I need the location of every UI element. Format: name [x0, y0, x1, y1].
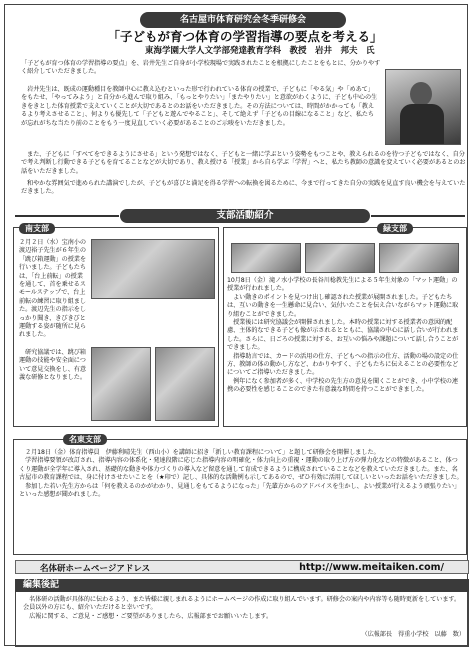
green-branch-text: 10月8日（金）滝ノ水小学校の長谷川稔教先生による５年生対象の「マット運動」の授業が行われました。 よい動きのポイントを見つけ出し確認された授業が展開されました。子どもたちは、互いの動きを一生懸命に見合い、気付いたことを伝え合いながらマット運動に取り組むことができました。 授業後には研究協議会が開催されました。本時の授業に対する授業者の意図的配慮、主体的なできる子ども像が示されるとともに、協議の中心に話し合いが行われました。さらに、日ごろの授業に対する、お互いの悩みや課題について話し合うことができました。 指導助言では、カードの活用の仕方、子どもへの指示の仕方、活動の場の設定の仕方、教師の体の動かし方など、わかりやすく、子どもたちに伝えることの必要性などについてご指導いただきました。 例年になく参加者が多く、中学校の先生方の意見を聞くことができ、小中学校の連携の必要性を感じることのできた有意義な時間を持つことができました。 — [227, 277, 459, 394]
speaker-head — [410, 82, 432, 106]
south-photo-3 — [155, 347, 215, 421]
south-photo-1 — [91, 239, 215, 299]
south-branch-text: ２月２日（水）宝南小の渡辺裕子先生が６年生の「跳び箱運動」の授業を行いました。子どもたちは、「台上前転」の授業を通して、首を乗せるスモールステップで、台上前転の練習に取り組ました。渡辺先生の指示をしっかり聞き、きびきびと運動する姿が随所に見られました。 — [19, 239, 86, 339]
banner-rule-left — [15, 215, 119, 217]
homepage-label: 名体研ホームページアドレス — [40, 564, 151, 574]
speaker-line: 東海学園大学人文学部発達教育学科 教授 岩井 邦夫 氏 — [145, 46, 375, 56]
green-photo-1 — [231, 243, 301, 273]
editor-note-text: 名体研の活動が具体的に伝わるよう、また皆様に親しまれるようにホームページの作成に取り組んでいます。研修会の案内や内容等も随時更新をしています。会員以外の方にも、紹介いただけると幸いです。 広報に関する、ご意見・ご感想・ご要望がありましたら、広報部までお願いいたします。 — [23, 596, 461, 620]
speaker-body — [400, 104, 444, 144]
editor-signature: （広報部長 得重小学校 以藤 数） — [361, 631, 465, 638]
south-branch-tag: 南支部 — [19, 223, 55, 234]
green-photo-3 — [379, 243, 459, 273]
lecture-paragraph-3: また、子どもに「すべてをできるようにさせる」という発想ではなく、子どもと一緒に学ぶという姿勢をもつことや、教えられるのを待つ子どもではなく、自分で考え判断し行動できる子どもを育てることなどが大切であり、教え授ける「授業」から自ら学ぶ「学習」へと、私たち教師の意識を変えていく必要があるとのお話をいただきました。 — [21, 151, 466, 175]
south-branch-text-2: 研究協議では、跳び箱運動の技能や安全面について意見交換をし、有意義な研修となりました。 — [19, 349, 86, 382]
newsletter-page — [4, 4, 468, 646]
green-branch-tag: 緑支部 — [377, 223, 413, 234]
lecture-title: 「子どもが育つ体育の学習指導の要点を考える」 — [107, 29, 383, 44]
homepage-link[interactable]: http://www.meitaiken.com/ — [299, 562, 444, 573]
lecture-paragraph-1: 「子どもが育つ体育の学習指導の要点」を、岩井先生ご自身が小学校現場で実践されたことを根拠にしたことをもとに、分かりやすく紹介していただきました。 — [21, 60, 381, 76]
editor-note-heading: 編集後記 — [15, 579, 469, 592]
green-photo-2 — [305, 243, 375, 273]
meito-branch-tag: 名東支部 — [63, 434, 107, 445]
banner-rule-right — [371, 215, 465, 217]
lecture-paragraph-2: 岩井先生は、既成の運動種目を教師中心に教え込むといった形で行われている体育の授業で、子どもに「やる気」や「めあて」をもたせ、「やってみよう」と自分から進んで取り組み、「もっとやりたい」「またやりたい」と意欲がわくように、子ども中心の生きをきとした体育授業で支えていくことが大切であるとのお話をいただきました。その方法については、時間がかかっても「教えるより考えさせること」、何よりも優先して「子どもと遊んでやること」、そして絶えず「子どもの目線になること」など、私たちが忘れがちな当たり前のことをもう一度見直していく必要があることのご示唆をいただきました。 — [21, 86, 378, 127]
meito-branch-text: ２月18日（金）体育指導員 伊藤利晴先生（西山小）を講師に招き「新しい教育課程について」と題して研修会を開催しました。 学習指導要領が改訂され、指導内容の体系化・発達段階に応じた指導内容の明確化・体力向上の重視・運動の取り上げ方の弾力化などの特徴があること、体つくり運動が全学年に導入され、基礎的な動きや体力づくりの導入など留意を通して育成できるように構成されていることなどを教えていただきました。また、名古屋市の教育課程では、身に付けさせたいことを（★印で）記し、具体的な活動例も示してあるので、ぜひ有効に活用してほしいといったお話をいただきました。 参加した若い先生方からは「何を教えるのかがわかり、見通しをもてるようになった」「先輩方からのアドバイスを生かし、よい授業が行えるよう頑張りたい」といった感想が聞かれました。 — [19, 449, 463, 499]
section-banner: 支部活動紹介 — [120, 209, 370, 223]
event-label: 名古屋市体育研究会冬季研修会 — [140, 12, 346, 28]
lecture-paragraph-4: 和やかな雰囲気で進められた講演でしたが、子どもが喜びと満足を得る学習への転換を図るために、今まで行ってきた自分の実践を見直す良い機会を与えていただきました。 — [21, 180, 466, 196]
south-photo-2 — [91, 347, 151, 421]
homepage-bar — [15, 560, 469, 574]
speaker-photo — [385, 69, 461, 145]
